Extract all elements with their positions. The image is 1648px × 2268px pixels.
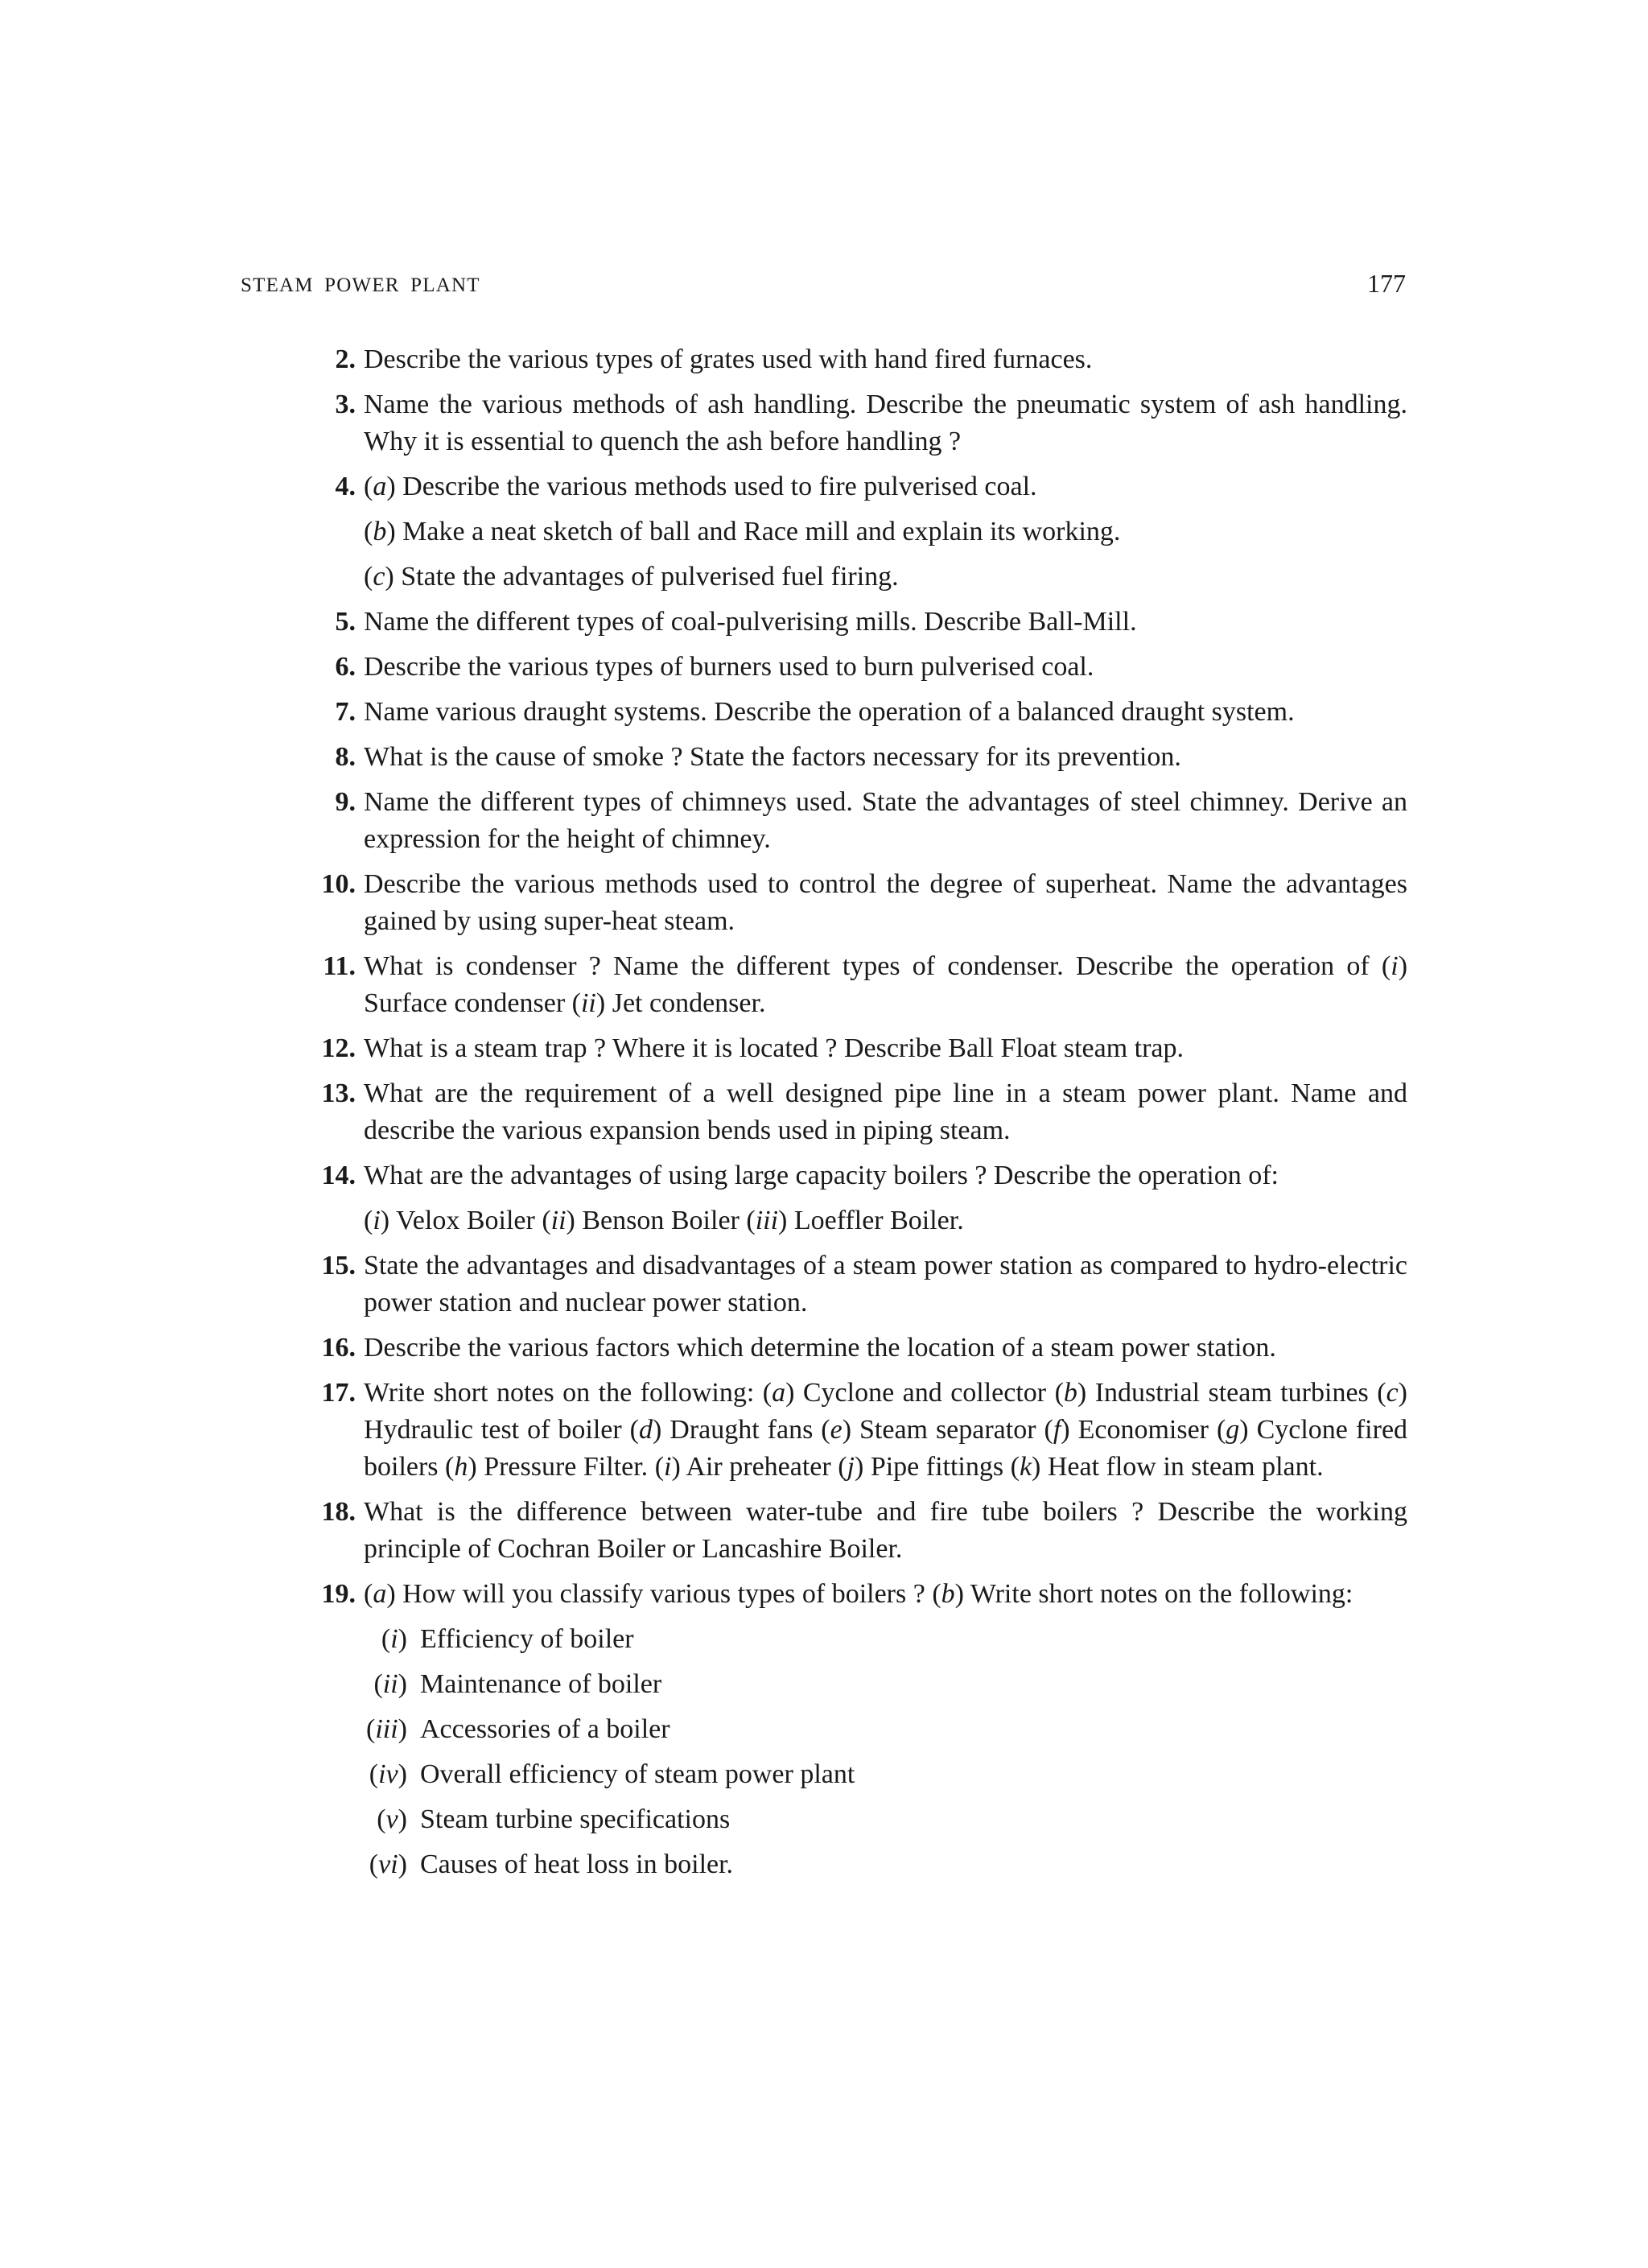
question-body: What is the difference between water-tube and fire tube boilers ? Describe the working principle of Cochran Boiler or Lancashire Boiler. <box>364 1497 1407 1564</box>
question-body: Write short notes on the following: <box>364 1378 755 1408</box>
item-label: a <box>772 1378 786 1408</box>
roman-label: (i) <box>381 1624 407 1654</box>
question <box>299 341 1407 378</box>
question-number: 11. <box>323 951 356 981</box>
question-number: 8. <box>335 742 356 772</box>
item-label: v <box>385 1804 398 1834</box>
question <box>299 649 1407 686</box>
question-list <box>299 341 1407 1891</box>
question <box>299 1030 1407 1067</box>
item-text: Accessories of a boiler <box>420 1714 670 1744</box>
question-number: 6. <box>335 652 356 682</box>
question <box>299 694 1407 731</box>
page-number: 177 <box>1367 269 1406 298</box>
question <box>299 468 1407 596</box>
item-label: ii <box>382 1669 398 1699</box>
question <box>299 1375 1407 1486</box>
question-body: Describe the various types of burners used to burn pulverised coal. <box>364 652 1094 682</box>
question-number: 4. <box>335 472 356 501</box>
roman-list-item <box>364 1666 1407 1703</box>
item-text: Steam separator <box>859 1415 1036 1445</box>
question-number: 12. <box>321 1033 356 1063</box>
question-text <box>364 784 1407 858</box>
roman-label: (iii) <box>366 1714 407 1744</box>
item-label: iii <box>375 1714 398 1744</box>
question-number: 2. <box>335 344 356 374</box>
question-body: Name the different types of coal-pulverising mills. Describe Ball-Mill. <box>364 607 1137 637</box>
question <box>299 1494 1407 1568</box>
roman-list-item <box>364 1801 1407 1838</box>
question <box>299 1576 1407 1883</box>
question-body: Name the various methods of ash handling. Describe the pneumatic system of ash handling. Why it is essential to quench the ash before handling ? <box>364 390 1407 456</box>
question-body: State the advantages and disadvantages of a steam power station as compared to hydro-electric power station and nuclear power station. <box>364 1251 1407 1318</box>
question-text <box>364 1494 1407 1568</box>
roman-label: (v) <box>377 1804 407 1834</box>
item-label: h <box>454 1452 468 1482</box>
item-text: Make a neat sketch of ball and Race mill and explain its working. <box>402 517 1121 546</box>
item-text: Surface condenser <box>364 988 566 1018</box>
item-text: Velox Boiler <box>396 1206 535 1235</box>
item-label: j <box>847 1452 855 1482</box>
question-number: 3. <box>335 390 356 419</box>
item-label: b <box>373 517 387 546</box>
question-body: What is condenser ? Name the different types of condenser. Describe the operation of <box>364 951 1370 981</box>
item-label: b <box>941 1579 955 1609</box>
roman-label: (iv) <box>369 1759 407 1789</box>
item-label: i <box>664 1452 672 1482</box>
question-number: 5. <box>335 607 356 637</box>
item-text: Efficiency of boiler <box>420 1624 634 1654</box>
item-text: Pressure Filter. <box>484 1452 649 1482</box>
question-number: 19. <box>321 1579 356 1609</box>
item-label: k <box>1019 1452 1032 1482</box>
question-body: Name various draught systems. Describe the operation of a balanced draught system. <box>364 697 1295 727</box>
question <box>299 948 1407 1022</box>
item-text: Jet condenser. <box>612 988 766 1018</box>
item-label: iii <box>755 1206 779 1235</box>
question-text <box>364 1157 1407 1194</box>
roman-label: (ii) <box>373 1669 407 1699</box>
question-part: (c) State the advantages of pulverised fuel firing. <box>364 562 899 592</box>
roman-list-item <box>364 1846 1407 1883</box>
question-text <box>364 649 1407 686</box>
question-text: What is condenser ? Name the different types of condenser. Describe the operation of (i) Surface condenser (ii) Jet condenser. <box>364 951 1408 1018</box>
roman-list <box>364 1621 1407 1883</box>
question-text <box>364 1247 1407 1322</box>
question <box>299 866 1407 940</box>
item-label: c <box>373 562 385 592</box>
roman-list-item <box>364 1621 1407 1658</box>
item-label: vi <box>378 1849 398 1879</box>
item-text: Loeffler Boiler. <box>793 1206 964 1235</box>
question-body: Name the different types of chimneys used. State the advantages of steel chimney. Derive an expression for the height of chimney. <box>364 787 1407 854</box>
running-header: STEAM POWER PLANT <box>241 274 480 296</box>
question-part: (b) Make a neat sketch of ball and Race mill and explain its working. <box>364 517 1121 546</box>
item-text: Draught fans <box>670 1415 814 1445</box>
item-text: Write short notes on the following: <box>970 1579 1353 1609</box>
question-part: (i) Velox Boiler (ii) Benson Boiler (iii) Loeffler Boiler. <box>364 1206 964 1235</box>
item-text: Cyclone fired boilers <box>364 1415 1408 1482</box>
item-label: g <box>1226 1415 1240 1445</box>
question-number: 7. <box>335 697 356 727</box>
question <box>299 784 1407 858</box>
question-text <box>364 604 1407 641</box>
item-label: e <box>830 1415 843 1445</box>
question-number: 18. <box>321 1497 356 1527</box>
item-text: Economiser <box>1077 1415 1209 1445</box>
item-text: Heat flow in steam plant. <box>1047 1452 1324 1482</box>
question-text <box>364 739 1407 776</box>
item-label: a <box>373 1579 387 1609</box>
question <box>299 739 1407 776</box>
item-text: Air preheater <box>686 1452 831 1482</box>
question-number: 17. <box>321 1378 356 1408</box>
question-text <box>364 1075 1407 1149</box>
question-body: What are the advantages of using large capacity boilers ? Describe the operation of: <box>364 1161 1279 1190</box>
item-label: ii <box>550 1206 566 1235</box>
question-body: What is the cause of smoke ? State the factors necessary for its prevention. <box>364 742 1181 772</box>
question-number: 14. <box>321 1161 356 1190</box>
question-text <box>364 341 1407 378</box>
item-text: Maintenance of boiler <box>420 1669 662 1699</box>
question-body: What are the requirement of a well designed pipe line in a steam power plant. Name and describe the various expansion bends used in piping steam. <box>364 1078 1407 1145</box>
question-text <box>364 866 1407 940</box>
question <box>299 604 1407 641</box>
item-label: d <box>638 1415 653 1445</box>
item-text: How will you classify various types of boilers ? <box>402 1579 925 1609</box>
question-text <box>364 386 1407 460</box>
roman-list-item <box>364 1756 1407 1793</box>
roman-label: (vi) <box>369 1849 407 1879</box>
question-body: Describe the various factors which determine the location of a steam power station. <box>364 1333 1276 1363</box>
question-part: (a) Describe the various methods used to fire pulverised coal. <box>364 472 1037 501</box>
question <box>299 1157 1407 1239</box>
question-text: Write short notes on the following: (a) Cyclone and collector (b) Industrial steam turbines (c) Hydraulic test of boiler (d) Draught fans (e) Steam separator (f) Economiser (g) Cyclone fired boilers (h) Pressure Filter. (i) Air preheater (j) Pipe fittings (k) Heat flow in steam plant. <box>364 1378 1408 1482</box>
question <box>299 1075 1407 1149</box>
question-text <box>364 694 1407 731</box>
item-text: Overall efficiency of steam power plant <box>420 1759 855 1789</box>
item-label: i <box>1390 951 1399 981</box>
question-text: (a) How will you classify various types of boilers ? (b) Write short notes on the following: <box>364 1579 1353 1609</box>
item-text: Describe the various methods used to fire pulverised coal. <box>402 472 1037 501</box>
question-number: 9. <box>335 787 356 817</box>
question-body: What is a steam trap ? Where it is located ? Describe Ball Float steam trap. <box>364 1033 1184 1063</box>
question-body: Describe the various types of grates used with hand fired furnaces. <box>364 344 1093 374</box>
item-label: b <box>1063 1378 1077 1408</box>
question-text <box>364 1030 1407 1067</box>
question-number: 13. <box>321 1078 356 1108</box>
item-text: Causes of heat loss in boiler. <box>420 1849 734 1879</box>
item-label: ii <box>580 988 596 1018</box>
item-label: a <box>373 472 387 501</box>
item-label: c <box>1386 1378 1399 1408</box>
item-text: State the advantages of pulverised fuel firing. <box>401 562 899 592</box>
question <box>299 1247 1407 1322</box>
question-number: 10. <box>321 869 356 899</box>
question-number: 15. <box>321 1251 356 1280</box>
roman-list-item <box>364 1711 1407 1748</box>
question-body: Describe the various methods used to control the degree of superheat. Name the advantages gained by using super-heat steam. <box>364 869 1407 936</box>
item-text: Cyclone and collector <box>802 1378 1047 1408</box>
item-text: Steam turbine specifications <box>420 1804 731 1834</box>
item-text: Hydraulic test of boiler <box>364 1415 622 1445</box>
item-text: Pipe fittings <box>870 1452 1004 1482</box>
item-label: f <box>1053 1415 1061 1445</box>
question <box>299 1330 1407 1367</box>
item-text: Benson Boiler <box>582 1206 740 1235</box>
question-text <box>364 1330 1407 1367</box>
item-label: i <box>373 1206 381 1235</box>
question-number: 16. <box>321 1333 356 1363</box>
item-label: iv <box>378 1759 398 1789</box>
question <box>299 386 1407 460</box>
item-text: Industrial steam turbines <box>1094 1378 1369 1408</box>
item-label: i <box>390 1624 398 1654</box>
